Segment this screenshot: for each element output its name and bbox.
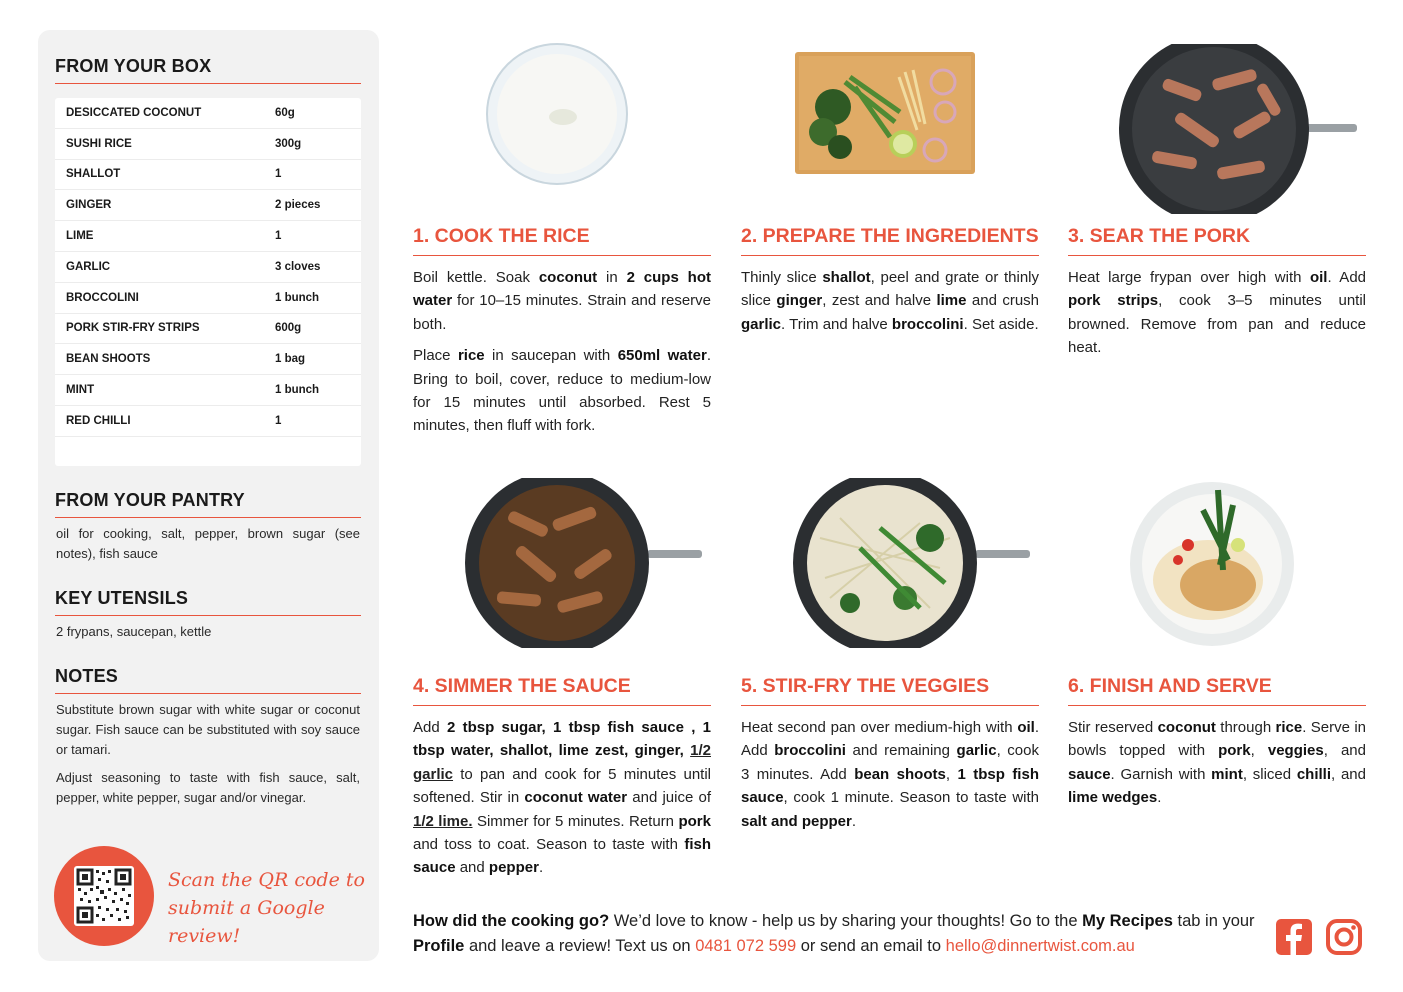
step-2-title: 2. PREPARE THE INGREDIENTS xyxy=(741,225,1039,256)
text: . Add xyxy=(1327,269,1367,286)
text: to pan and cook for 5 minutes until softened. Stir in xyxy=(413,765,711,807)
bold-text: lime wedges xyxy=(1068,789,1158,807)
text: Heat second pan over medium-high with xyxy=(741,719,1018,736)
sidebar xyxy=(38,30,379,961)
step-1-text xyxy=(413,266,711,446)
step-4-title: 4. SIMMER THE SAUCE xyxy=(413,675,711,706)
ingredient-name: BROCCOLINI xyxy=(66,291,139,304)
ingredient-qty: 1 xyxy=(275,168,282,181)
bold-text: rice xyxy=(457,347,485,365)
notes-text-2: Adjust seasoning to taste with fish sauce, salt, pepper, white pepper, sugar and/or vinegar. xyxy=(56,770,360,805)
step-3-text xyxy=(1068,266,1366,368)
text: and juice of xyxy=(627,789,711,807)
ingredient-qty: 1 bag xyxy=(275,353,306,366)
text: , peel and grate or thinly slice xyxy=(741,269,1040,310)
qr-badge xyxy=(54,846,154,946)
ingredient-name: LIME xyxy=(66,230,94,243)
ingredient-row xyxy=(55,344,361,375)
bold-text: mint xyxy=(1211,765,1243,783)
text: . xyxy=(538,859,544,877)
text: and remaining xyxy=(845,742,957,760)
ingredient-name: SUSHI RICE xyxy=(66,137,132,150)
text: , xyxy=(1250,742,1268,760)
bold-text: pork xyxy=(1218,742,1251,760)
step-6-text xyxy=(1068,716,1366,818)
bold-text: pork xyxy=(678,812,711,830)
text: . Serve in bowls topped with xyxy=(1068,719,1366,760)
notes-heading: NOTES xyxy=(55,666,361,694)
facebook-icon[interactable] xyxy=(1275,918,1313,956)
ingredient-qty: 1 xyxy=(275,230,282,243)
bold-text: sauce xyxy=(1068,765,1111,783)
from-your-pantry-heading: FROM YOUR PANTRY xyxy=(55,490,361,518)
step-3-title: 3. SEAR THE PORK xyxy=(1068,225,1366,256)
text: and xyxy=(455,859,489,877)
prepared-ingredients-image xyxy=(795,52,975,174)
profile-link[interactable]: Profile xyxy=(413,937,465,955)
qr-caption-line-2: submit a Google review! xyxy=(168,897,325,947)
bold-text: salt and pepper xyxy=(741,812,852,830)
qr-code[interactable] xyxy=(74,866,134,926)
instagram-icon[interactable] xyxy=(1325,918,1363,956)
step-1-paragraph-2 xyxy=(413,344,711,438)
qr-code-icon xyxy=(74,866,134,926)
text: and leave a review! Text us on xyxy=(464,937,696,955)
text: , cook 1 minute. Season to taste with xyxy=(783,789,1039,807)
ingredient-name: GINGER xyxy=(66,199,112,212)
ingredient-row xyxy=(55,252,361,283)
ingredient-qty: 300g xyxy=(275,137,302,150)
text: , and xyxy=(1331,765,1366,783)
step-2-text xyxy=(741,266,1039,344)
step-4-text xyxy=(413,716,711,888)
step-2-paragraph xyxy=(741,266,1039,336)
text: , cook 3 minutes. Add xyxy=(741,742,1039,783)
key-utensils-heading: KEY UTENSILS xyxy=(55,588,361,616)
ingredient-qty: 1 bunch xyxy=(275,384,320,397)
ingredient-qty: 2 pieces xyxy=(275,199,321,212)
ingredient-row xyxy=(55,221,361,252)
ingredient-row xyxy=(55,406,361,437)
text: . xyxy=(851,812,857,830)
text: in saucepan with xyxy=(484,347,618,365)
ingredient-name: BEAN SHOOTS xyxy=(66,353,151,366)
ingredient-qty: 3 cloves xyxy=(275,260,321,273)
ingredient-name: MINT xyxy=(66,384,95,397)
footer-question: How did the cooking go? xyxy=(413,912,610,930)
pantry-text: oil for cooking, salt, pepper, brown sugar (see notes), fish sauce xyxy=(56,526,360,561)
text: or send an email to xyxy=(796,937,946,955)
my-recipes-link[interactable]: My Recipes xyxy=(1082,912,1173,930)
bold-text: fish sauce xyxy=(413,836,711,877)
bold-text: ginger xyxy=(776,292,823,310)
finished-dish-image xyxy=(1128,480,1296,648)
ingredient-row xyxy=(55,98,361,129)
text: Heat large frypan over high with xyxy=(1068,269,1310,286)
step-5-title: 5. STIR-FRY THE VEGGIES xyxy=(741,675,1039,706)
step-6-paragraph xyxy=(1068,716,1366,810)
bold-text: 2 tbsp sugar, 1 tbsp fish sauce , 1 tbsp water, shallot, lime zest, ginger, xyxy=(413,719,712,760)
text: Simmer for 5 minutes. Return xyxy=(472,812,679,830)
text: tab in your xyxy=(1172,912,1255,930)
rice-bowl-image xyxy=(485,42,630,187)
bold-text: 650ml water xyxy=(617,347,707,365)
step-1-paragraph-1 xyxy=(413,266,711,336)
text: , zest and halve xyxy=(822,292,937,310)
text: . Garnish with xyxy=(1110,765,1212,783)
underlined-text: 1/2 garlic xyxy=(413,742,711,783)
ingredient-qty: 60g xyxy=(275,106,295,119)
step-5-paragraph xyxy=(741,716,1039,833)
ingredient-row xyxy=(55,129,361,160)
text: Boil kettle. Soak xyxy=(413,269,539,286)
text: . Bring to boil, cover, reduce to medium-low for 15 minutes until absorbed. Rest 5 minutes, then fluff with fork. xyxy=(413,347,711,435)
ingredient-name: DESICCATED COCONUT xyxy=(66,106,202,119)
phone-link[interactable]: 0481 072 599 xyxy=(695,937,797,955)
text: , xyxy=(945,765,958,783)
step-5-text xyxy=(741,716,1039,841)
step-4-paragraph xyxy=(413,716,711,880)
step-3-paragraph xyxy=(1068,266,1366,360)
ingredient-row xyxy=(55,190,361,221)
bold-text: bean shoots xyxy=(854,765,946,783)
bold-text: coconut water xyxy=(524,789,628,807)
review-footer xyxy=(413,909,1263,959)
ingredient-qty: 1 bunch xyxy=(275,291,320,304)
ingredient-name: SHALLOT xyxy=(66,168,121,181)
utensils-text: 2 frypans, saucepan, kettle xyxy=(56,624,212,639)
text: , sliced xyxy=(1242,765,1297,783)
bold-text: veggies xyxy=(1267,742,1324,760)
text: in xyxy=(597,269,627,286)
bold-text: pork strips xyxy=(1068,292,1159,310)
bold-text: coconut xyxy=(1157,719,1216,736)
text: for 10–15 minutes. Strain and reserve both. xyxy=(413,292,711,333)
qr-caption xyxy=(168,866,368,950)
text: and crush xyxy=(966,292,1040,310)
ingredient-qty: 1 xyxy=(275,414,282,427)
bold-text: lime xyxy=(936,292,967,310)
qr-caption-line-1: Scan the QR code to xyxy=(168,869,365,891)
text: We’d love to know - help us by sharing your thoughts! Go to the xyxy=(609,912,1083,930)
bold-text: garlic xyxy=(956,742,997,760)
bold-text: oil xyxy=(1309,269,1328,286)
text: and toss to coat. Season to taste with xyxy=(413,836,685,854)
text: Thinly slice xyxy=(741,269,823,286)
bold-text: 1 tbsp fish sauce xyxy=(741,765,1039,807)
bold-text: rice xyxy=(1275,719,1303,736)
ingredient-row xyxy=(55,160,361,191)
ingredient-name: GARLIC xyxy=(66,260,111,273)
text: , and xyxy=(1323,742,1366,760)
bold-text: oil xyxy=(1017,719,1035,736)
bold-text: chilli xyxy=(1296,765,1332,783)
bold-text: broccolini xyxy=(774,742,846,760)
ingredient-row xyxy=(55,375,361,406)
simmering-sauce-pan-image xyxy=(452,478,702,648)
notes-text-1: Substitute brown sugar with white sugar or coconut sugar. Fish sauce can be substituted with soy sauce or tamari. xyxy=(56,702,360,757)
step-1-title: 1. COOK THE RICE xyxy=(413,225,711,256)
text: . xyxy=(1157,789,1162,807)
text: . Trim and halve xyxy=(781,315,892,333)
bold-text: garlic xyxy=(741,315,782,333)
text: . Add xyxy=(741,719,1039,760)
ingredient-row xyxy=(55,283,361,314)
text: , cook 3–5 minutes until browned. Remove from pan and reduce heat. xyxy=(1068,292,1366,357)
stir-fry-veggies-pan-image xyxy=(780,478,1030,648)
from-your-box-heading: FROM YOUR BOX xyxy=(55,56,361,84)
bold-text: coconut xyxy=(538,269,598,286)
bold-text: broccolini xyxy=(891,315,964,333)
underlined-text: 1/2 lime. xyxy=(413,812,473,830)
ingredients-table xyxy=(55,98,361,466)
email-link[interactable]: hello@dinnertwist.com.au xyxy=(945,937,1135,955)
text: through xyxy=(1215,719,1276,736)
bold-text: shallot xyxy=(822,269,871,286)
ingredient-qty: 600g xyxy=(275,322,302,335)
text: Place xyxy=(413,347,458,365)
bold-text: 2 cups hot water xyxy=(413,269,711,310)
ingredient-name: RED CHILLI xyxy=(66,414,131,427)
bold-text: pepper xyxy=(488,859,539,877)
text: Stir reserved xyxy=(1068,719,1158,736)
searing-pork-pan-image xyxy=(1102,44,1357,214)
text: Add xyxy=(413,719,447,736)
ingredient-name: PORK STIR-FRY STRIPS xyxy=(66,322,200,335)
step-6-title: 6. FINISH AND SERVE xyxy=(1068,675,1366,706)
text: . Set aside. xyxy=(963,315,1039,333)
ingredient-row xyxy=(55,314,361,345)
